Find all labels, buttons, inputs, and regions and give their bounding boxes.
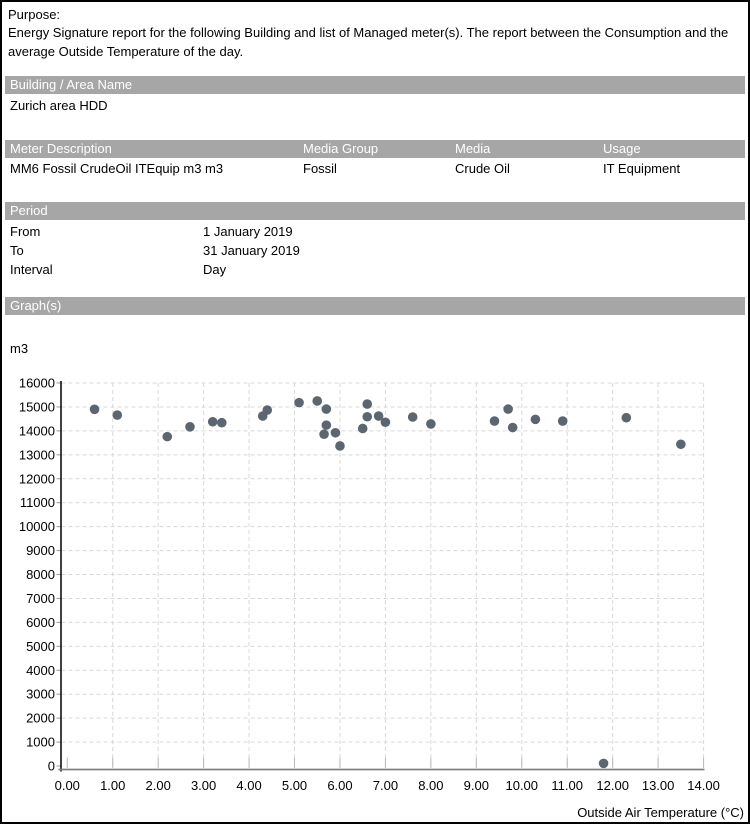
y-tick-label: 9000 bbox=[26, 543, 55, 559]
data-point bbox=[208, 417, 218, 427]
building-section-header-label: Building / Area Name bbox=[10, 77, 133, 92]
period-from-label: From bbox=[10, 224, 41, 239]
data-point bbox=[312, 396, 322, 406]
meter-table-header bbox=[5, 140, 745, 158]
data-point bbox=[90, 405, 100, 415]
data-point bbox=[676, 439, 686, 449]
data-point bbox=[362, 399, 372, 409]
data-point bbox=[558, 416, 568, 426]
period-to-label: To bbox=[10, 243, 24, 258]
period-interval-value: Day bbox=[203, 262, 227, 277]
data-point bbox=[362, 412, 372, 422]
data-point bbox=[599, 759, 609, 769]
x-tick-label: 1.00 bbox=[100, 778, 126, 793]
data-point bbox=[490, 416, 500, 426]
meter-col-description: Meter Description bbox=[10, 141, 112, 156]
data-point bbox=[358, 424, 368, 434]
y-tick-label: 6000 bbox=[26, 614, 55, 630]
data-point bbox=[262, 405, 272, 415]
y-tick-label: 4000 bbox=[26, 662, 55, 678]
data-point bbox=[319, 429, 329, 439]
x-tick-label: 5.00 bbox=[281, 778, 308, 793]
y-tick-label: 16000 bbox=[18, 375, 55, 391]
data-point bbox=[531, 415, 541, 425]
meter-usage-value: IT Equipment bbox=[603, 161, 681, 176]
x-tick-label: 10.00 bbox=[505, 778, 539, 793]
y-tick-label: 13000 bbox=[18, 447, 55, 463]
data-point bbox=[503, 404, 513, 414]
data-point bbox=[322, 420, 332, 430]
x-tick-label: 2.00 bbox=[145, 778, 171, 793]
x-tick-label: 3.00 bbox=[190, 778, 217, 793]
x-tick-label: 13.00 bbox=[641, 778, 675, 793]
x-axis-title: Outside Air Temperature (°C) bbox=[577, 805, 744, 820]
y-tick-label: 12000 bbox=[18, 471, 55, 487]
x-tick-label: 8.00 bbox=[418, 778, 444, 793]
meter-col-usage: Usage bbox=[603, 141, 641, 156]
y-tick-label: 1000 bbox=[26, 734, 55, 750]
y-tick-label: 11000 bbox=[19, 495, 55, 511]
period-section-header bbox=[5, 202, 745, 220]
graphs-section-header-label: Graph(s) bbox=[10, 298, 62, 313]
meter-col-media: Media bbox=[455, 141, 491, 156]
building-section-header bbox=[5, 76, 745, 94]
purpose-text: Energy Signature report for the following Building and list of Managed meter(s). The report between the Consumption and the average Outside Temperature of the day. bbox=[8, 25, 729, 59]
data-point bbox=[622, 413, 632, 423]
x-tick-label: 11.00 bbox=[551, 778, 584, 793]
x-tick-label: 7.00 bbox=[372, 778, 399, 793]
y-tick-label: 2000 bbox=[26, 710, 55, 726]
y-tick-label: 14000 bbox=[18, 423, 55, 439]
data-point bbox=[331, 428, 341, 438]
x-tick-label: 0.00 bbox=[54, 778, 80, 793]
y-tick-label: 10000 bbox=[18, 519, 55, 535]
data-point bbox=[408, 412, 418, 422]
period-from-value: 1 January 2019 bbox=[203, 224, 293, 239]
building-name-value: Zurich area HDD bbox=[10, 98, 108, 113]
period-to-value: 31 January 2019 bbox=[203, 243, 300, 258]
data-point bbox=[322, 404, 332, 414]
energy-signature-scatter-chart bbox=[0, 330, 750, 824]
data-point bbox=[381, 417, 391, 427]
period-section-header-label: Period bbox=[10, 203, 48, 218]
x-tick-label: 6.00 bbox=[327, 778, 353, 793]
y-tick-label: 3000 bbox=[26, 686, 55, 702]
y-tick-label: 5000 bbox=[26, 638, 55, 654]
data-point bbox=[508, 423, 518, 433]
data-point bbox=[217, 418, 227, 428]
x-tick-label: 9.00 bbox=[463, 778, 489, 793]
x-tick-label: 14.00 bbox=[687, 778, 720, 793]
data-point bbox=[426, 419, 436, 429]
x-tick-label: 4.00 bbox=[236, 778, 262, 793]
graphs-section-header bbox=[5, 297, 745, 315]
purpose-label: Purpose: bbox=[8, 7, 61, 22]
meter-media-group-value: Fossil bbox=[303, 161, 337, 176]
meter-media-value: Crude Oil bbox=[455, 161, 510, 176]
y-tick-label: 15000 bbox=[18, 399, 55, 415]
meter-description-value: MM6 Fossil CrudeOil ITEquip m3 m3 bbox=[10, 161, 224, 176]
y-tick-label: 0 bbox=[47, 758, 55, 774]
y-axis-title: m3 bbox=[10, 341, 29, 356]
data-point bbox=[185, 422, 195, 432]
data-point bbox=[162, 432, 172, 442]
data-point bbox=[112, 410, 122, 420]
data-point bbox=[294, 398, 304, 408]
y-tick-label: 8000 bbox=[26, 567, 55, 582]
meter-col-media-group: Media Group bbox=[303, 141, 379, 156]
period-interval-label: Interval bbox=[10, 262, 53, 277]
data-point bbox=[335, 441, 345, 451]
x-tick-label: 12.00 bbox=[596, 778, 629, 793]
y-tick-label: 7000 bbox=[26, 590, 55, 606]
